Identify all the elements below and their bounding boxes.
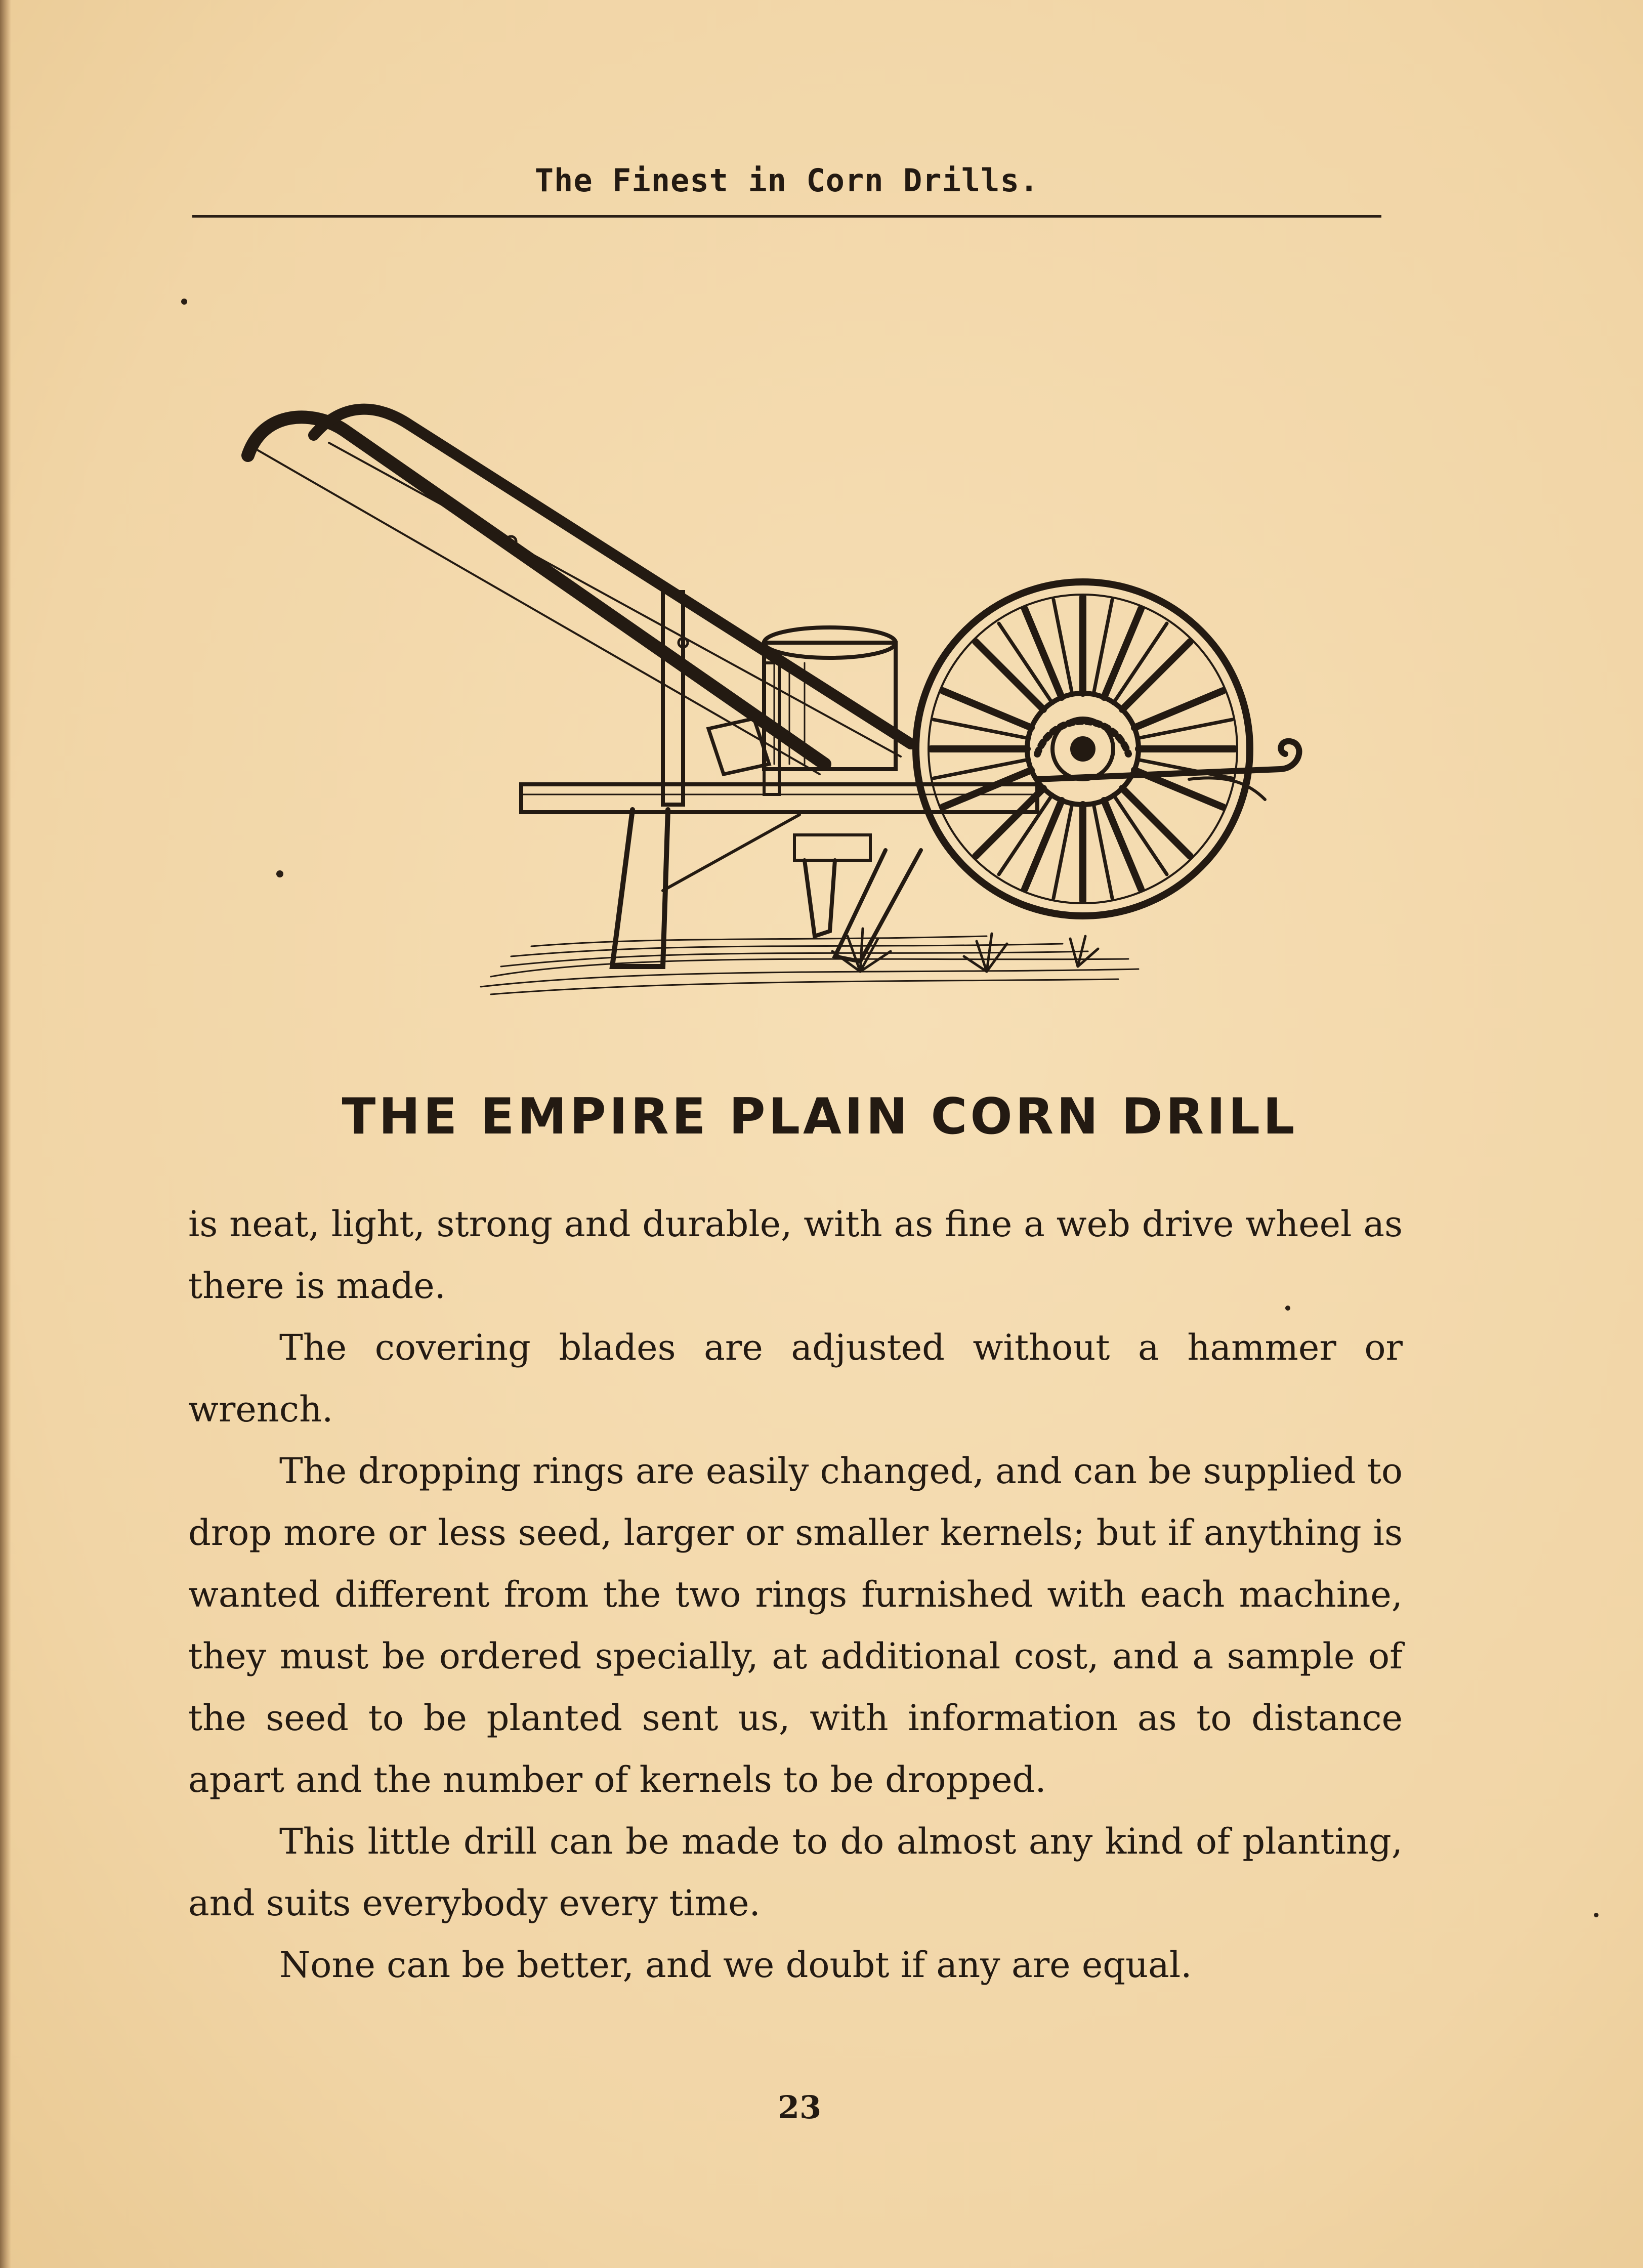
- front-post: [663, 592, 683, 805]
- front-runner: [612, 810, 668, 967]
- corn-drill-engraving-icon: [228, 380, 1366, 1037]
- ink-speck: [276, 870, 283, 877]
- paragraph: This little drill can be made to do almost any kind of planting, and suits everybody every time.: [188, 1821, 1403, 1924]
- body-text: [188, 1193, 1403, 1996]
- running-head: The Finest in Corn Drills.: [534, 162, 1039, 199]
- covering-blade: [835, 850, 921, 961]
- web-drive-wheel: [916, 582, 1250, 916]
- paragraph: is neat, light, strong and durable, with as fine a web drive wheel as there is made.: [188, 1203, 1403, 1307]
- right-handle: [314, 409, 911, 744]
- ground-shading: [481, 936, 1139, 994]
- grass-tufts: [832, 929, 1098, 972]
- header-rule: [192, 215, 1381, 218]
- seed-shoe: [805, 860, 835, 936]
- ink-speck: [181, 299, 187, 305]
- paragraph: None can be better, and we doubt if any are equal.: [279, 1944, 1192, 1986]
- page-number: 23: [777, 2089, 822, 2126]
- ink-speck: [1594, 1913, 1598, 1917]
- page-binding-edge: [0, 0, 11, 2268]
- product-heading: THE EMPIRE PLAIN CORN DRILL: [342, 1088, 1298, 1146]
- paragraph: The covering blades are adjusted without a hammer or wrench.: [188, 1327, 1403, 1430]
- paragraph: The dropping rings are easily changed, and can be supplied to drop more or less seed, larger or smaller kernels; but if anything is wanted different from the two rings furnished with each machine, they must be ordered specially, at additional cost, and a sample of the seed to be planted sent us, with information as to distance apart and the number of kernels to be dropped.: [188, 1450, 1403, 1800]
- left-handle: [248, 417, 825, 764]
- ink-speck: [1285, 1306, 1290, 1311]
